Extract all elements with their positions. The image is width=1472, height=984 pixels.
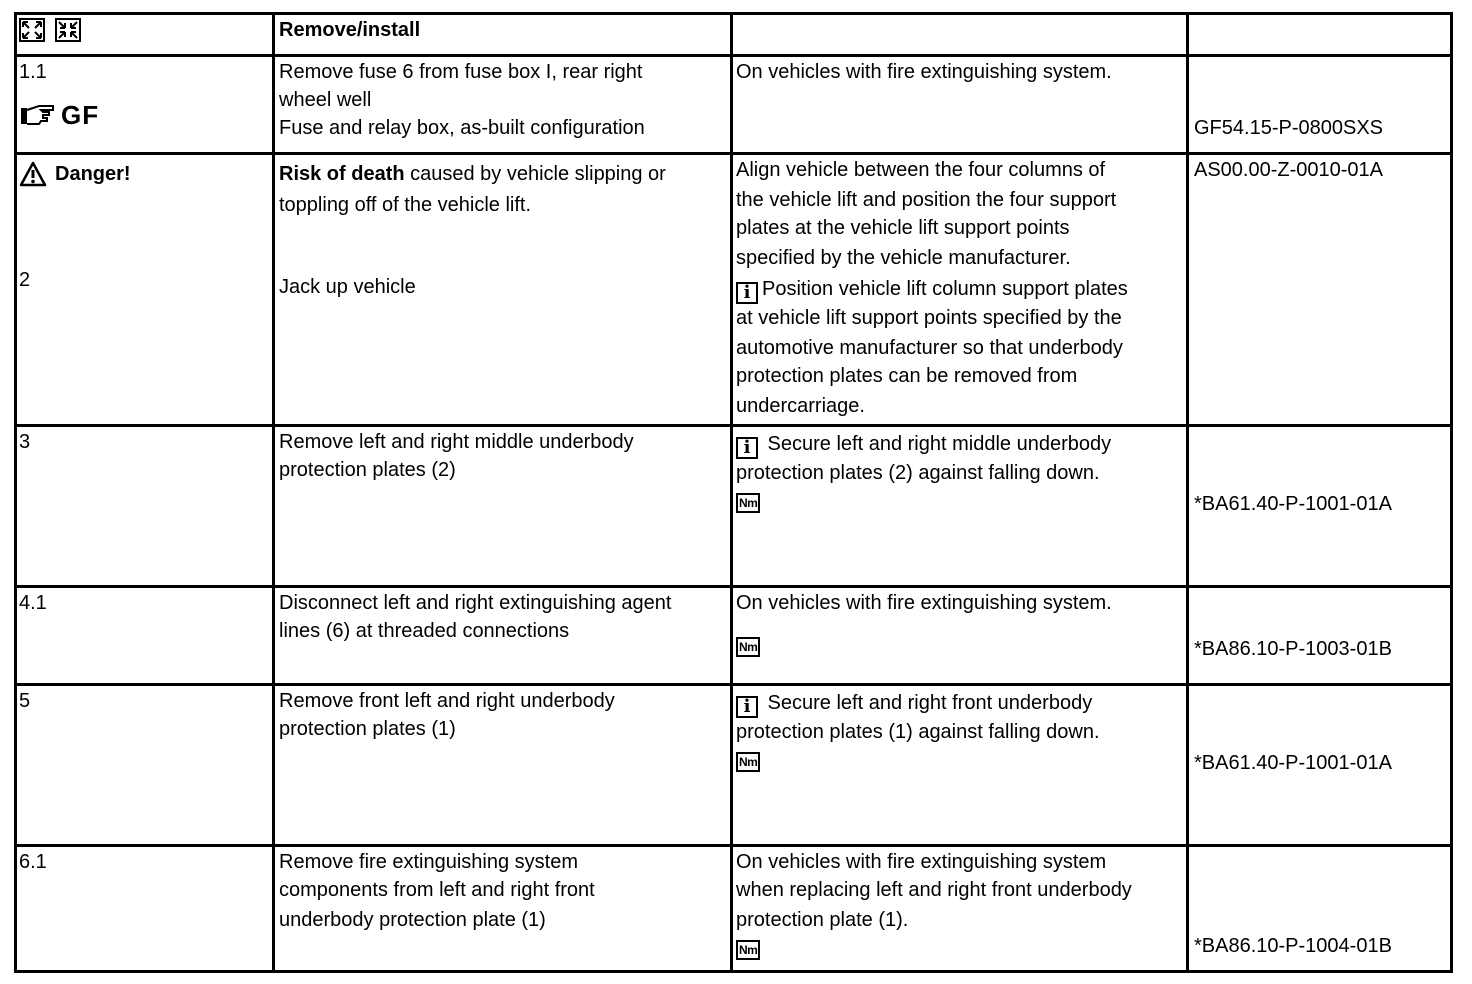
danger-notice <box>19 158 268 190</box>
note-text: On vehicles with fire extinguishing system. <box>736 592 1112 614</box>
reference-link[interactable]: AS00.00-Z-0010-01A <box>1194 159 1384 181</box>
note-cell <box>732 56 1188 154</box>
ref-cell <box>1188 154 1452 426</box>
warning-icon <box>19 161 47 187</box>
note-text: when replacing left and right front underbody <box>736 879 1132 901</box>
reference-link[interactable]: *BA86.10-P-1003-01B <box>1194 638 1392 660</box>
table-row <box>16 685 1452 846</box>
step-number: 1.1 <box>19 61 47 83</box>
action-text: underbody protection plate (1) <box>279 909 546 931</box>
procedure-table <box>14 12 1453 973</box>
ref-cell <box>1188 426 1452 587</box>
action-cell <box>274 587 732 685</box>
step-cell <box>16 426 274 587</box>
pointing-hand-icon <box>19 102 57 128</box>
info-note <box>736 689 1180 718</box>
expand-icon[interactable] <box>19 18 45 42</box>
note-cell <box>732 426 1188 587</box>
torque-nm-icon[interactable]: Nm <box>736 493 760 513</box>
step-cell <box>16 587 274 685</box>
note-text: the vehicle lift and position the four support <box>736 189 1117 211</box>
table-row <box>16 154 1452 426</box>
note-text: On vehicles with fire extinguishing system. <box>736 61 1112 83</box>
header-row <box>16 14 1452 56</box>
torque-nm-icon[interactable]: Nm <box>736 940 760 960</box>
info-text: Secure left and right middle underbody <box>762 433 1112 455</box>
step-cell <box>16 685 274 846</box>
table-row <box>16 846 1452 972</box>
action-cell <box>274 154 732 426</box>
note-text: protection plate (1). <box>736 909 909 931</box>
step-number: 5 <box>19 690 31 712</box>
note-cell <box>732 846 1188 972</box>
step-cell <box>16 154 274 426</box>
header-empty-cell <box>1188 14 1452 56</box>
reference-link[interactable]: *BA86.10-P-1004-01B <box>1194 935 1392 957</box>
action-text: components from left and right front <box>279 879 595 901</box>
action-text: Remove left and right middle underbody <box>279 431 634 453</box>
action-text: Jack up vehicle <box>279 276 416 298</box>
note-cell <box>732 154 1188 426</box>
danger-text <box>279 160 726 188</box>
info-text: at vehicle lift support points specified by the <box>736 307 1122 329</box>
gf-label: GF <box>61 100 100 130</box>
action-text: Remove fuse 6 from fuse box I, rear right <box>279 61 643 83</box>
collapse-icon[interactable] <box>55 18 81 42</box>
action-cell <box>274 426 732 587</box>
ref-cell <box>1188 846 1452 972</box>
note-cell <box>732 685 1188 846</box>
info-note <box>736 430 1180 459</box>
note-text: plates at the vehicle lift support points <box>736 217 1070 239</box>
step-number: 6.1 <box>19 851 47 873</box>
torque-nm-icon[interactable]: Nm <box>736 637 760 657</box>
info-text: Position vehicle lift column support plates <box>762 278 1128 300</box>
note-text: Align vehicle between the four columns of <box>736 159 1106 181</box>
info-text: undercarriage. <box>736 395 865 417</box>
reference-link[interactable]: GF54.15-P-0800SXS <box>1194 117 1383 139</box>
ref-cell <box>1188 56 1452 154</box>
info-note <box>736 275 1180 304</box>
info-icon: i <box>736 696 758 718</box>
note-text: specified by the vehicle manufacturer. <box>736 247 1071 269</box>
action-text: protection plates (2) <box>279 459 456 481</box>
header-title: Remove/install <box>274 14 732 56</box>
header-icons-cell <box>16 14 274 56</box>
action-text: Disconnect left and right extinguishing agent <box>279 592 672 614</box>
info-text: Secure left and right front underbody <box>762 692 1093 714</box>
torque-nm-icon[interactable]: Nm <box>736 752 760 772</box>
danger-heading: Risk of death <box>279 163 405 185</box>
danger-text: toppling off of the vehicle lift. <box>279 194 532 216</box>
danger-label: Danger! <box>55 163 131 185</box>
step-number: 4.1 <box>19 592 47 614</box>
action-text: Remove front left and right underbody <box>279 690 615 712</box>
action-text: Remove fire extinguishing system <box>279 851 579 873</box>
action-text: lines (6) at threaded connections <box>279 620 570 642</box>
info-icon: i <box>736 437 758 459</box>
step-number: 3 <box>19 431 31 453</box>
ref-cell <box>1188 587 1452 685</box>
action-text: wheel well <box>279 89 372 111</box>
note-cell <box>732 587 1188 685</box>
step-number: 2 <box>19 269 31 291</box>
reference-link[interactable]: *BA61.40-P-1001-01A <box>1194 493 1392 515</box>
info-text: automotive manufacturer so that underbody <box>736 337 1123 359</box>
action-cell <box>274 846 732 972</box>
step-cell <box>16 846 274 972</box>
header-empty-cell <box>732 14 1188 56</box>
info-text: protection plates (1) against falling down. <box>736 721 1100 743</box>
note-text: On vehicles with fire extinguishing system <box>736 851 1107 873</box>
reference-link[interactable]: *BA61.40-P-1001-01A <box>1194 752 1392 774</box>
info-icon: i <box>736 282 758 304</box>
step-cell <box>16 56 274 154</box>
table-row <box>16 587 1452 685</box>
danger-text-rest: caused by vehicle slipping or <box>404 163 666 185</box>
info-text: protection plates can be removed from <box>736 365 1078 387</box>
action-text: Fuse and relay box, as-built configuration <box>279 117 645 139</box>
gf-link[interactable] <box>19 100 268 130</box>
action-cell <box>274 56 732 154</box>
table-row <box>16 426 1452 587</box>
info-text: protection plates (2) against falling down. <box>736 462 1100 484</box>
action-text: protection plates (1) <box>279 718 456 740</box>
table-row <box>16 56 1452 154</box>
action-cell <box>274 685 732 846</box>
ref-cell <box>1188 685 1452 846</box>
